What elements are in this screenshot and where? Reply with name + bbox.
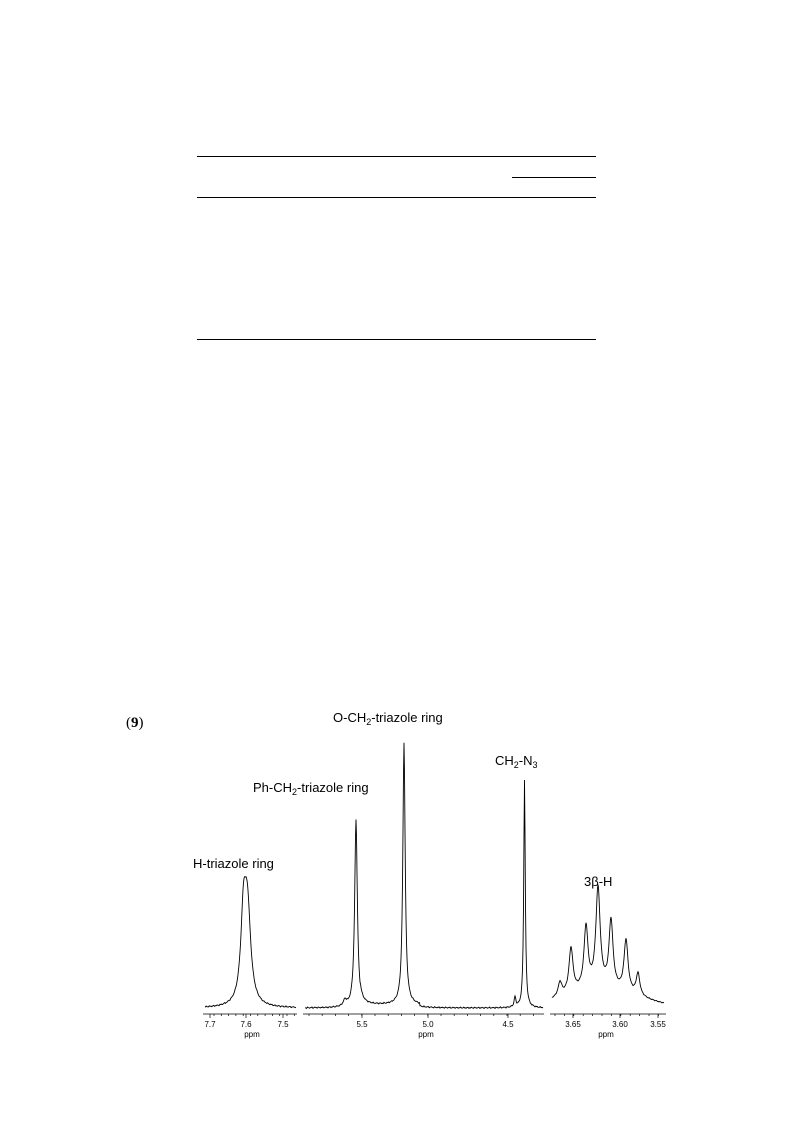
peak-label-o-ch2-triazole: $O-CH_2$-triazole ring	[333, 710, 443, 727]
tick-label-7-6: 7.6	[240, 1020, 252, 1029]
tick-label-3-55: 3.55	[650, 1020, 666, 1029]
tick-label-7-7: 7.7	[204, 1020, 216, 1029]
peak-label-h-triazole: H-triazole ring	[193, 856, 274, 871]
tick-label-3-65: 3.65	[565, 1020, 581, 1029]
tick-label-7-5: 7.5	[277, 1020, 289, 1029]
tick-label-5-0: 5.0	[422, 1020, 434, 1029]
peak-label-ch2-n3: $CH_2-N_3$	[495, 753, 538, 770]
axis-label-ppm-right: ppm	[598, 1030, 614, 1039]
compound-number: 9	[131, 715, 139, 731]
tick-label-4-5: 4.5	[502, 1020, 514, 1029]
tick-label-5-5: 5.5	[356, 1020, 368, 1029]
tick-label-3-60: 3.60	[612, 1020, 628, 1029]
peak-label-3beta-h: 3β-H	[584, 874, 613, 889]
peak-label-ph-ch2-triazole: $Ph-CH_2$-triazole ring	[253, 780, 369, 797]
spectrum-trace-left	[205, 877, 296, 1008]
axis-ticks	[210, 1014, 658, 1018]
axis-label-ppm-left: ppm	[244, 1030, 260, 1039]
axis-label-ppm-middle: ppm	[418, 1030, 434, 1039]
spectrum-trace-right	[552, 885, 664, 1003]
compound-label-open: (	[126, 715, 131, 731]
compound-label-close: )	[138, 715, 144, 731]
